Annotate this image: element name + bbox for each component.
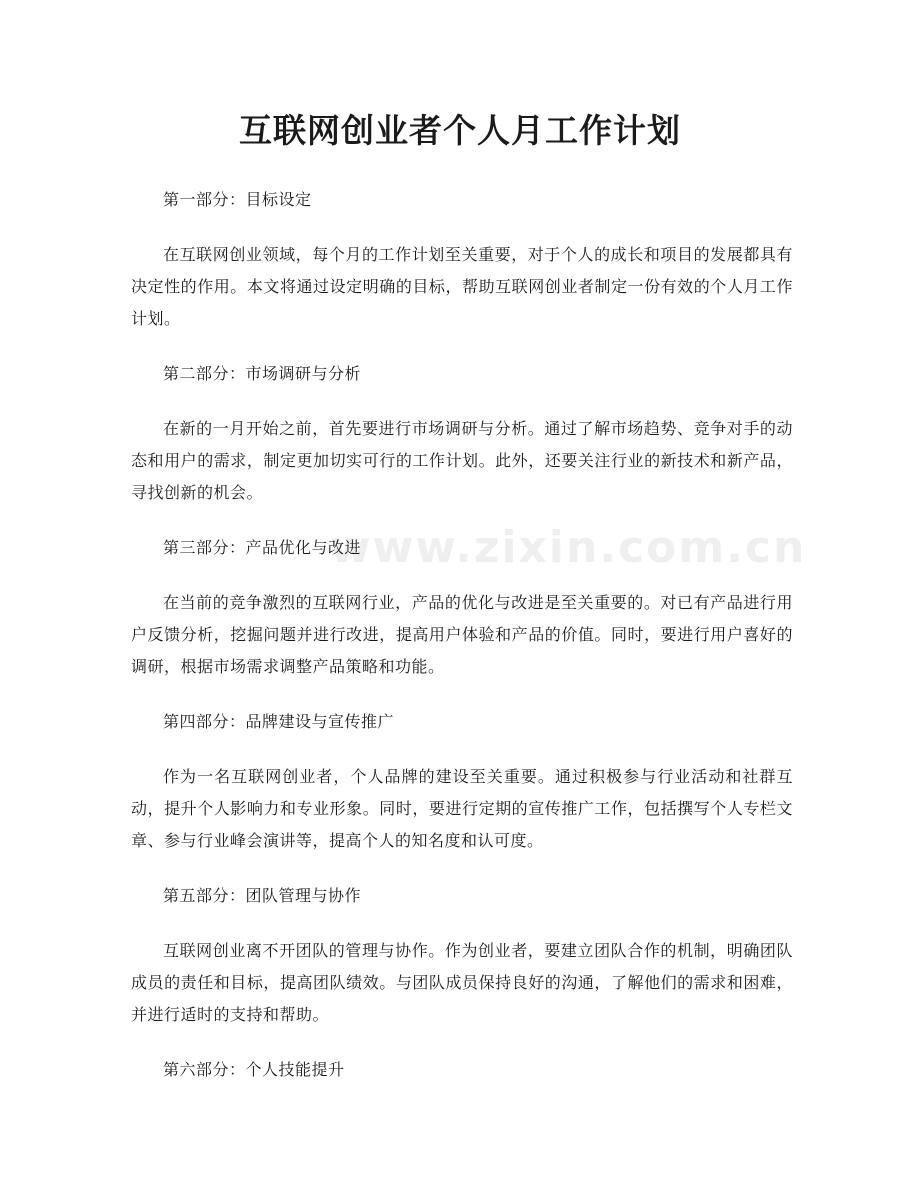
section-paragraph: 在新的一月开始之前，首先要进行市场调研与分析。通过了解市场趋势、竞争对手的动态和用户的需求，制定更加切实可行的工作计划。此外，还要关注行业的新技术和新产品，寻找创新的机会。 [131,419,793,502]
section-6 [131,1054,793,1086]
document-title: 互联网创业者个人月工作计划 [239,111,681,150]
section-5 [131,880,793,1031]
section-3 [131,532,793,683]
section-heading: 第三部分：产品优化与改进 [163,538,362,557]
section-4 [131,706,793,857]
section-heading: 第四部分：品牌建设与宣传推广 [163,712,395,731]
document-body [131,184,793,1109]
section-paragraph: 互联网创业离不开团队的管理与协作。作为创业者，要建立团队合作的机制，明确团队成员的责任和目标，提高团队绩效。与团队成员保持良好的沟通，了解他们的需求和困难，并进行适时的支持和帮助。 [131,941,793,1024]
watermark: www.zixin.com.cn [330,522,807,573]
section-2 [131,358,793,509]
section-heading: 第二部分：市场调研与分析 [163,364,362,383]
section-paragraph: 作为一名互联网创业者，个人品牌的建设至关重要。通过积极参与行业活动和社群互动，提升个人影响力和专业形象。同时，要进行定期的宣传推广工作，包括撰写个人专栏文章、参与行业峰会演讲等，提高个人的知名度和认可度。 [131,767,793,850]
section-paragraph: 在当前的竞争激烈的互联网行业，产品的优化与改进是至关重要的。对已有产品进行用户反馈分析，挖掘问题并进行改进，提高用户体验和产品的价值。同时，要进行用户喜好的调研，根据市场需求调整产品策略和功能。 [131,593,793,676]
section-paragraph: 在互联网创业领域，每个月的工作计划至关重要，对于个人的成长和项目的发展都具有决定性的作用。本文将通过设定明确的目标，帮助互联网创业者制定一份有效的个人月工作计划。 [131,245,793,328]
section-heading: 第五部分：团队管理与协作 [163,886,362,905]
section-heading: 第一部分：目标设定 [163,190,312,209]
section-heading: 第六部分：个人技能提升 [163,1060,345,1079]
section-1 [131,184,793,335]
